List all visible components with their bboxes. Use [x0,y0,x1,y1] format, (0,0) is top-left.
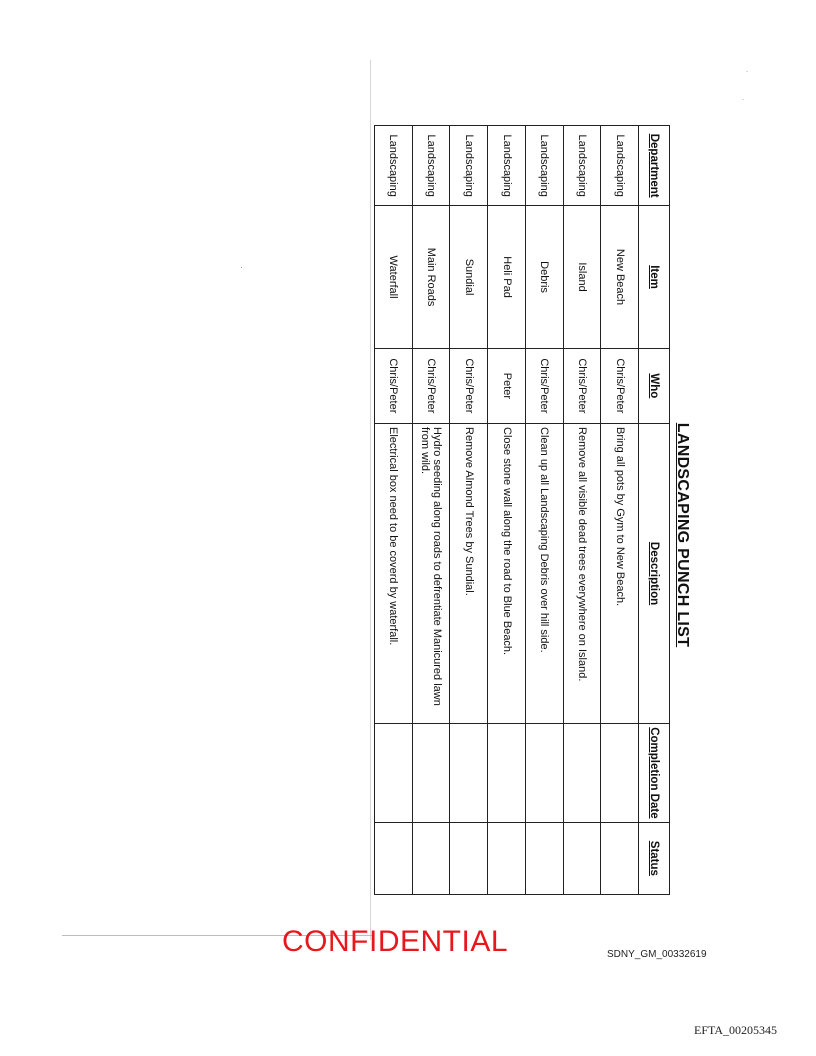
cell-department: Landscaping [525,126,563,206]
cell-completion-date [450,724,488,823]
cell-description: Clean up all Landscaping Debris over hill side. [525,424,563,724]
scan-speck: ˙ [746,70,749,80]
table-row [488,126,526,895]
cell-status [601,822,639,894]
cell-item: Heli Pad [488,206,526,348]
cell-department: Landscaping [450,126,488,206]
cell-completion-date [563,724,601,823]
cell-completion-date [488,724,526,823]
cell-status [412,822,450,894]
cell-who: Chris/Peter [412,348,450,423]
table-row [412,126,450,895]
document-id: SDNY_GM_00332619 [607,949,707,960]
cell-description: Close stone wall along the road to Blue Beach. [488,424,526,724]
cell-description: Remove Almond Trees by Sundial. [450,424,488,724]
column-header-item: Item [639,206,670,348]
cell-completion-date [601,724,639,823]
cell-who: Chris/Peter [450,348,488,423]
table-row [525,126,563,895]
cell-item: Island [563,206,601,348]
scan-speck: · [240,262,243,272]
cell-status [375,822,413,894]
punch-list-table [374,125,670,895]
cell-item: Waterfall [375,206,413,348]
table-header-row [639,126,670,895]
cell-item: New Beach [601,206,639,348]
table-row [563,126,601,895]
cell-status [563,822,601,894]
confidential-stamp: CONFIDENTIAL [282,925,509,958]
column-header-who: Who [639,348,670,423]
cell-item: Main Roads [412,206,450,348]
cell-who: Chris/Peter [563,348,601,423]
cell-who: Chris/Peter [525,348,563,423]
cell-description: Remove all visible dead trees everywhere on Island. [563,424,601,724]
cell-item: Debris [525,206,563,348]
cell-department: Landscaping [412,126,450,206]
cell-who: Chris/Peter [601,348,639,423]
cell-description: Bring all pots by Gym to New Beach. [601,424,639,724]
cell-description: Electrical box need to be coverd by waterfall. [375,424,413,724]
cell-department: Landscaping [488,126,526,206]
cell-status [450,822,488,894]
efta-number: EFTA_00205345 [694,1023,778,1037]
page-title: LANDSCAPING PUNCH LIST [674,422,691,648]
cell-who: Chris/Peter [375,348,413,423]
punch-list-sheet [372,125,692,945]
cell-item: Sundial [450,206,488,348]
table-row [375,126,413,895]
scan-edge-vertical [370,60,371,940]
cell-department: Landscaping [601,126,639,206]
cell-completion-date [412,724,450,823]
cell-status [488,822,526,894]
scan-speck: ˙ [742,98,745,108]
cell-completion-date [375,724,413,823]
column-header-department: Department [639,126,670,206]
column-header-completion-date: Completion Date [639,724,670,823]
column-header-description: Description [639,424,670,724]
cell-status [525,822,563,894]
cell-completion-date [525,724,563,823]
cell-department: Landscaping [375,126,413,206]
cell-who: Peter [488,348,526,423]
table-row [450,126,488,895]
table-row [601,126,639,895]
cell-department: Landscaping [563,126,601,206]
cell-description: Hydro seeding along roads to defrentiate Manicured lawn from wild. [412,424,450,724]
column-header-status: Status [639,822,670,894]
